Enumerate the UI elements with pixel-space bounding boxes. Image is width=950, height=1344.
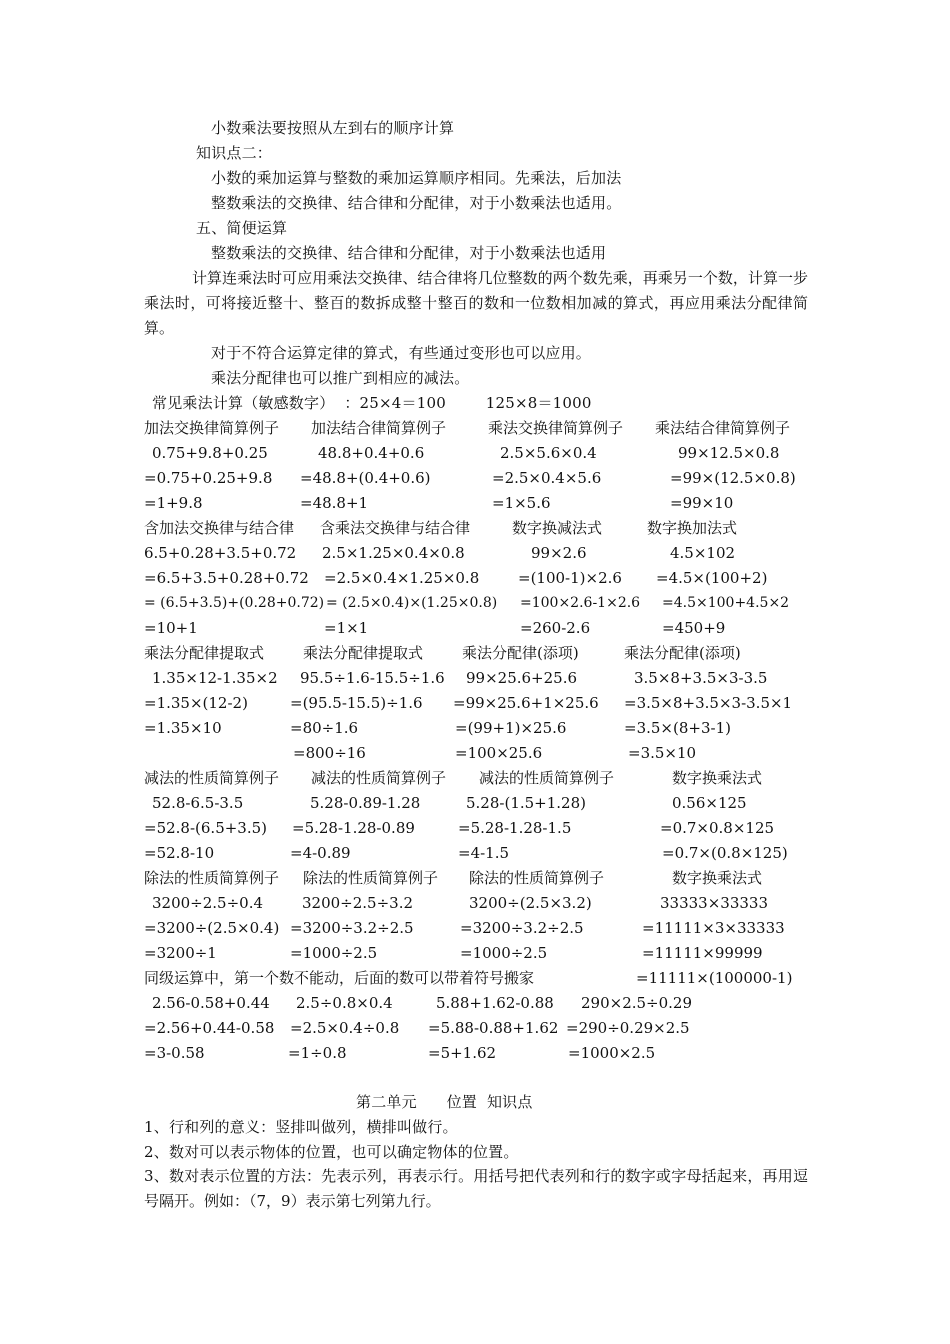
math-step: 99×12.5×0.8 [678,444,780,462]
math-step: =2.5×0.4×5.6 [492,469,602,487]
math-step: =0.7×0.8×125 [660,819,775,837]
math-step: =260-2.6 [520,619,591,637]
math-step: =99×25.6+1×25.6 [453,694,599,712]
column-header: 除法的性质简算例子 [469,869,605,887]
intro-line: 小数的乘加运算与整数的乘加运算顺序相同。先乘法，后加法 [211,169,622,187]
math-step: 2.5÷0.8×0.4 [296,994,393,1012]
column-header: 减法的性质简算例子 [144,769,280,787]
math-step: =1×1 [324,619,369,637]
note-line: 对于不符合运算定律的算式，有些通过变形也可以应用。 [211,344,592,362]
math-step: =1000÷2.5 [290,944,378,962]
common-multiplication: 常见乘法计算（敏感数字） ：25×4＝100 125×8＝1000 [152,394,592,412]
math-step: =48.8+(0.4+0.6) [300,469,431,487]
math-step: 99×25.6+25.6 [466,669,578,687]
column-header: 乘法结合律简算例子 [655,419,791,437]
math-step: 3200÷(2.5×3.2) [469,894,592,912]
math-step: = (2.5×0.4)×(1.25×0.8) [326,595,498,611]
math-step: =1×5.6 [492,494,551,512]
math-step: 2.5×5.6×0.4 [500,444,597,462]
column-header: 乘法分配律(添项) [624,644,741,662]
math-step: =3200÷3.2÷2.5 [290,919,414,937]
math-step: =4.5×100+4.5×2 [662,595,790,611]
section-heading: 知识点二： [196,144,273,162]
math-step: 5.28-(1.5+1.28) [466,794,586,812]
section-heading: 五、简便运算 [196,219,288,237]
column-header: 数字换乘法式 [672,769,763,787]
column-header: 乘法分配律提取式 [144,644,265,662]
knowledge-item: 3、数对表示位置的方法：先表示列，再表示行。用括号把代表列和行的数字或字母括起来，再用逗号隔开。例如：（7，9）表示第七列第九行。 [144,1167,808,1210]
column-header: 除法的性质简算例子 [303,869,439,887]
math-step: =3200÷3.2÷2.5 [460,919,584,937]
math-step: 33333×33333 [660,894,769,912]
math-step: =4-1.5 [458,844,510,862]
column-header: 乘法交换律简算例子 [488,419,624,437]
math-step: =5.88-0.88+1.62 [428,1019,559,1037]
column-header: 数字换乘法式 [672,869,763,887]
column-header: 加法交换律简算例子 [144,419,280,437]
math-step: =52.8-10 [144,844,215,862]
math-step: =5.28-1.28-1.5 [458,819,572,837]
math-step: 3.5×8+3.5×3-3.5 [634,669,768,687]
math-step: =6.5+3.5+0.28+0.72 [144,569,309,587]
math-step: =100×2.6-1×2.6 [520,595,641,611]
column-header: 数字换减法式 [512,519,603,537]
math-step: 52.8-6.5-3.5 [152,794,244,812]
math-step: =(99+1)×25.6 [455,719,567,737]
math-step: =10+1 [144,619,198,637]
knowledge-item: 2、数对可以表示物体的位置，也可以确定物体的位置。 [144,1143,519,1161]
math-step: =450+9 [662,619,726,637]
math-step: =3.5×10 [628,744,697,762]
math-step: =1.35×10 [144,719,222,737]
math-step: 3200÷2.5÷0.4 [152,894,264,912]
math-step: 4.5×102 [670,544,736,562]
math-step: =2.5×0.4÷0.8 [290,1019,400,1037]
math-step: =1000×2.5 [568,1044,656,1062]
math-step: =(100-1)×2.6 [518,569,622,587]
math-step: =48.8+1 [300,494,369,512]
rule-note: 同级运算中，第一个数不能动，后面的数可以带着符号搬家 [144,969,535,987]
column-header: 含加法交换律与结合律 [144,519,295,537]
intro-line: 整数乘法的交换律、结合律和分配律，对于小数乘法也适用 [211,244,607,262]
math-step: =80÷1.6 [290,719,359,737]
math-step: =11111×3×33333 [642,919,785,937]
math-step: =(95.5-15.5)÷1.6 [290,694,423,712]
math-step: 0.75+9.8+0.25 [152,444,268,462]
intro-line: 整数乘法的交换律、结合律和分配律，对于小数乘法也适用。 [211,194,622,212]
math-step: =3200÷(2.5×0.4) [144,919,280,937]
math-step: = (6.5+3.5)+(0.28+0.72) [144,595,325,611]
column-header: 乘法分配律提取式 [303,644,424,662]
knowledge-item: 1、行和列的意义：竖排叫做列，横排叫做行。 [144,1118,458,1136]
math-step: =2.5×0.4×1.25×0.8 [324,569,480,587]
math-step: =4.5×(100+2) [656,569,768,587]
math-step: 5.28-0.89-1.28 [310,794,421,812]
math-step: 2.5×1.25×0.4×0.8 [322,544,465,562]
math-step: 1.35×12-1.35×2 [152,669,278,687]
intro-line: 小数乘法要按照从左到右的顺序计算 [211,119,455,137]
column-header: 除法的性质简算例子 [144,869,280,887]
math-step: =290÷0.29×2.5 [566,1019,690,1037]
math-step: =1÷0.8 [288,1044,347,1062]
unit-title: 第二单元 位置 知识点 [356,1093,533,1111]
math-step: =100×25.6 [455,744,543,762]
math-step: 290×2.5÷0.29 [581,994,693,1012]
math-step: 5.88+1.62-0.88 [436,994,554,1012]
math-step: =0.7×(0.8×125) [662,844,788,862]
math-step: =1000÷2.5 [460,944,548,962]
math-step: 3200÷2.5÷3.2 [302,894,414,912]
column-header: 减法的性质简算例子 [479,769,615,787]
math-step: =52.8-(6.5+3.5) [144,819,268,837]
column-header: 加法结合律简算例子 [311,419,447,437]
paragraph-continuous-multiplication: 计算连乘法时可应用乘法交换律、结合律将几位整数的两个数先乘，再乘另一个数，计算一步乘法时，可将接近整十、整百的数拆成整十整百的数和一位数相加减的算式，再应用乘法分配律简算。 [144,269,808,337]
math-step: 99×2.6 [531,544,587,562]
math-step: =1.35×(12-2) [144,694,248,712]
math-step: =3-0.58 [144,1044,205,1062]
math-step: =11111×99999 [642,944,763,962]
math-step: 2.56-0.58+0.44 [152,994,270,1012]
note-line: 乘法分配律也可以推广到相应的减法。 [211,369,470,387]
math-step: =2.56+0.44-0.58 [144,1019,275,1037]
math-step: =0.75+0.25+9.8 [144,469,273,487]
column-header: 数字换加法式 [647,519,738,537]
math-step: =5+1.62 [428,1044,497,1062]
column-header: 乘法分配律(添项) [462,644,579,662]
math-step: =3200÷1 [144,944,217,962]
column-header: 含乘法交换律与结合律 [320,519,471,537]
math-step: =11111×(100000-1) [636,969,793,987]
math-step: =3.5×(8+3-1) [624,719,731,737]
math-step: =800÷16 [293,744,366,762]
math-step: 0.56×125 [672,794,747,812]
math-step: 95.5÷1.6-15.5÷1.6 [300,669,445,687]
math-step: =99×(12.5×0.8) [670,469,796,487]
column-header: 减法的性质简算例子 [311,769,447,787]
math-step: 6.5+0.28+3.5+0.72 [144,544,297,562]
math-step: =1+9.8 [144,494,203,512]
math-step: =99×10 [670,494,734,512]
math-step: =5.28-1.28-0.89 [292,819,415,837]
math-step: =4-0.89 [290,844,351,862]
math-step: =3.5×8+3.5×3-3.5×1 [624,694,793,712]
math-step: 48.8+0.4+0.6 [318,444,425,462]
